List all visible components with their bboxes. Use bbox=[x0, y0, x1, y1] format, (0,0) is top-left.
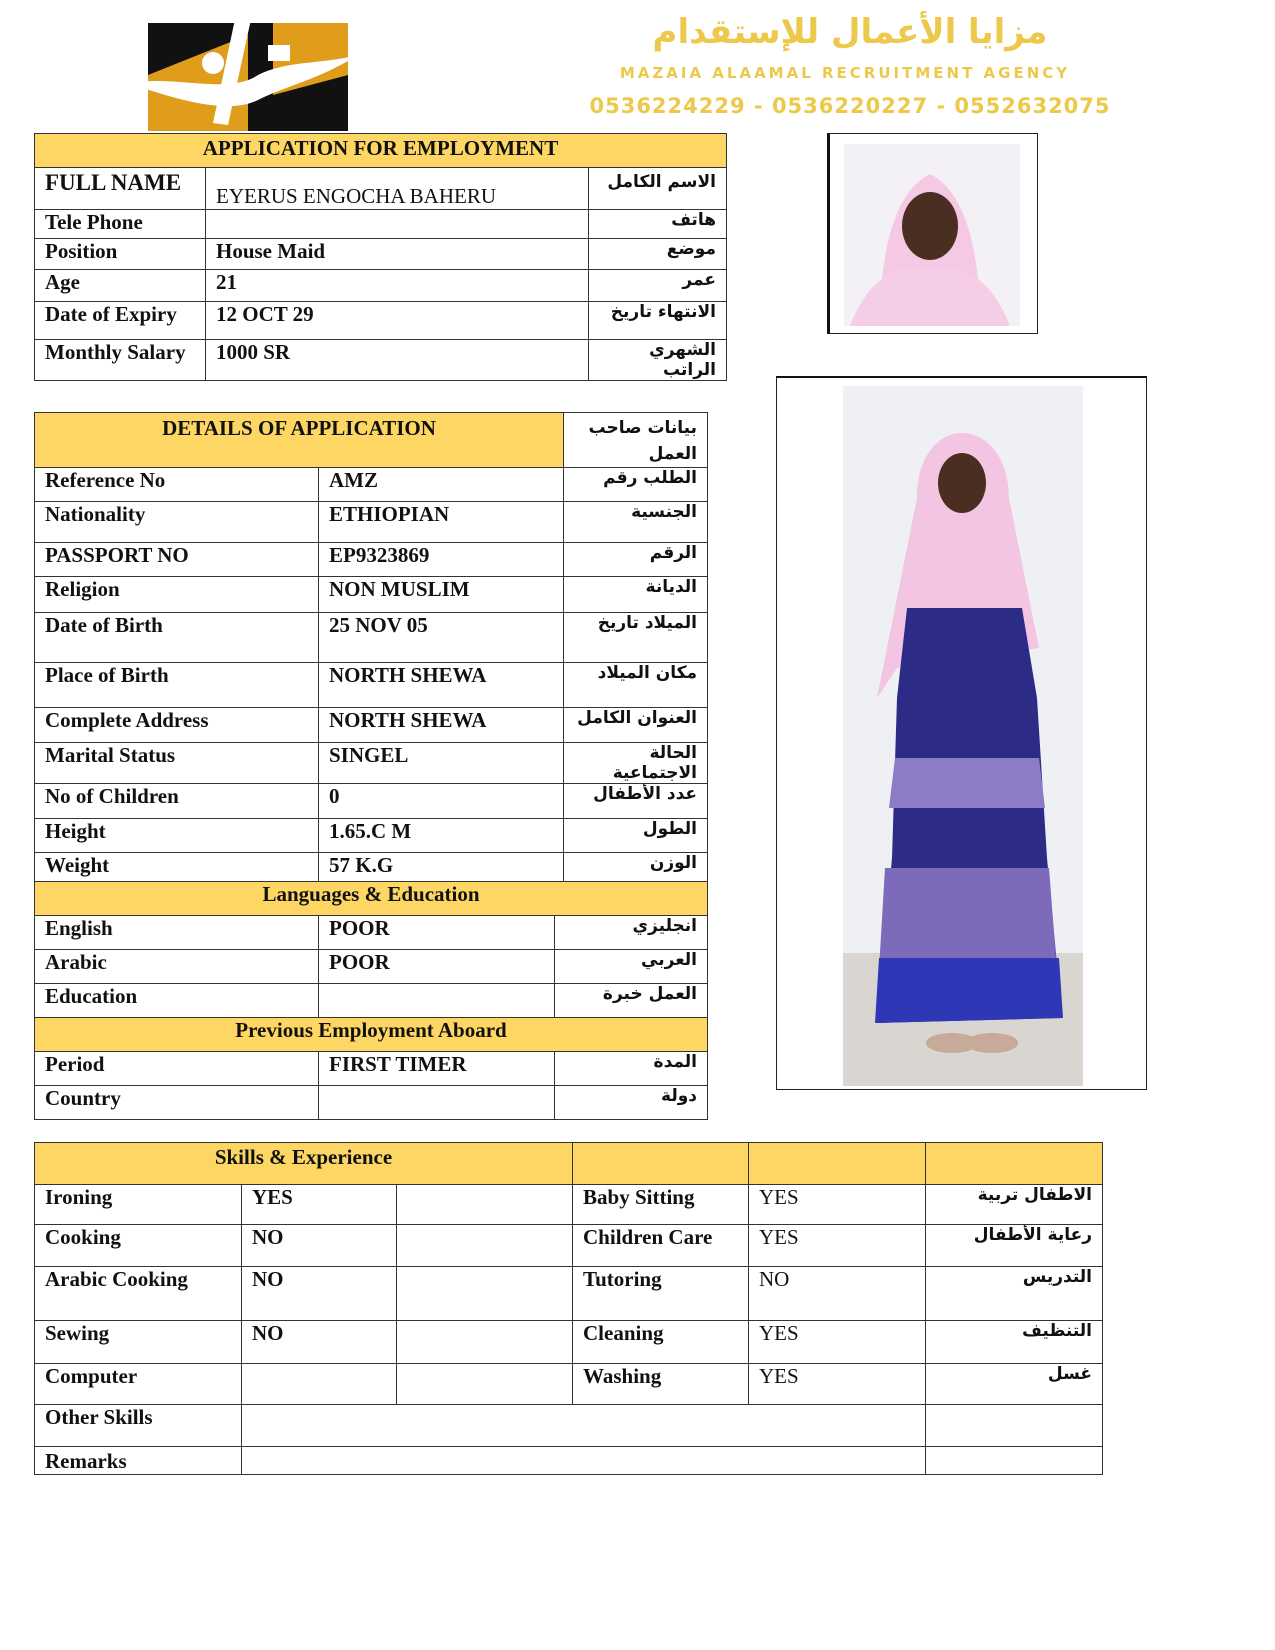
field-label: PASSPORT NO bbox=[35, 543, 319, 577]
skills-title: Skills & Experience bbox=[35, 1143, 573, 1185]
skill-label: Children Care bbox=[573, 1225, 749, 1267]
table-row bbox=[35, 168, 727, 210]
agency-logo bbox=[118, 5, 370, 135]
field-label-ar: الرقم bbox=[564, 543, 708, 577]
table-row bbox=[35, 784, 708, 819]
agency-name-english: MAZAIA ALAAMAL RECRUITMENT AGENCY bbox=[619, 64, 1071, 82]
table-row bbox=[35, 613, 708, 663]
details-title: DETAILS OF APPLICATION bbox=[35, 413, 564, 468]
table-row bbox=[35, 468, 708, 502]
skill-value: NO bbox=[242, 1225, 397, 1267]
table-row bbox=[35, 663, 708, 708]
field-label: Country bbox=[35, 1086, 319, 1120]
table-row bbox=[35, 743, 708, 784]
table-row bbox=[35, 984, 708, 1018]
skill-label: Washing bbox=[573, 1364, 749, 1405]
field-value: POOR bbox=[319, 950, 555, 984]
skill-value: YES bbox=[749, 1364, 926, 1405]
field-label: Weight bbox=[35, 853, 319, 888]
field-label-ar: الانتهاء تاريخ bbox=[589, 302, 727, 340]
field-value: SINGEL bbox=[319, 743, 564, 784]
application-title: APPLICATION FOR EMPLOYMENT bbox=[35, 134, 727, 168]
field-value bbox=[206, 210, 589, 239]
portrait-photo bbox=[827, 133, 1038, 334]
field-label-ar: دولة bbox=[555, 1086, 708, 1120]
field-value: 12 OCT 29 bbox=[206, 302, 589, 340]
table-row bbox=[35, 708, 708, 743]
field-label: No of Children bbox=[35, 784, 319, 819]
field-value: EP9323869 bbox=[319, 543, 564, 577]
field-label-ar: الوزن bbox=[564, 853, 708, 888]
field-label-ar: الجنسية bbox=[564, 502, 708, 543]
skill-blank bbox=[397, 1185, 573, 1225]
field-value: AMZ bbox=[319, 468, 564, 502]
field-label: Nationality bbox=[35, 502, 319, 543]
skill-label: Baby Sitting bbox=[573, 1185, 749, 1225]
table-row bbox=[35, 543, 708, 577]
table-row bbox=[35, 1185, 1103, 1225]
table-row bbox=[35, 1086, 708, 1120]
other-skills-label: Other Skills bbox=[35, 1405, 242, 1447]
field-label-ar: الميلاد تاريخ bbox=[564, 613, 708, 663]
field-label-ar: العمل خبرة bbox=[555, 984, 708, 1018]
field-label-ar: هاتف bbox=[589, 210, 727, 239]
field-label: Period bbox=[35, 1052, 319, 1086]
field-label-ar: موضع bbox=[589, 239, 727, 270]
field-label: Place of Birth bbox=[35, 663, 319, 708]
agency-phones: 0536224229 - 0536220227 - 0552632075 bbox=[589, 94, 1111, 118]
field-value bbox=[319, 1086, 555, 1120]
field-label: Complete Address bbox=[35, 708, 319, 743]
field-label-ar: الشهري الراتب bbox=[589, 340, 727, 381]
field-value: NORTH SHEWA bbox=[319, 663, 564, 708]
field-value: 1000 SR bbox=[206, 340, 589, 381]
skill-blank bbox=[397, 1225, 573, 1267]
skill-label-ar: رعاية الأطفال bbox=[926, 1225, 1103, 1267]
table-row bbox=[35, 302, 727, 340]
skill-value: NO bbox=[749, 1267, 926, 1321]
agency-name-arabic: مزايا الأعمال للإستقدام bbox=[652, 12, 1048, 52]
other-skills-ar bbox=[926, 1405, 1103, 1447]
skill-label-ar: التدريس bbox=[926, 1267, 1103, 1321]
skill-value: NO bbox=[242, 1267, 397, 1321]
field-label-ar: الاسم الكامل bbox=[589, 168, 727, 210]
languages-table bbox=[34, 881, 708, 1120]
skill-label-ar: غسل bbox=[926, 1364, 1103, 1405]
table-row bbox=[35, 1405, 1103, 1447]
field-label: Education bbox=[35, 984, 319, 1018]
skills-header-cell bbox=[749, 1143, 926, 1185]
field-label: FULL NAME bbox=[35, 168, 206, 210]
field-label-ar: عمر bbox=[589, 270, 727, 302]
table-row bbox=[35, 340, 727, 381]
field-label: Age bbox=[35, 270, 206, 302]
skill-blank bbox=[397, 1364, 573, 1405]
field-label: Tele Phone bbox=[35, 210, 206, 239]
field-value: FIRST TIMER bbox=[319, 1052, 555, 1086]
skills-header-cell bbox=[573, 1143, 749, 1185]
full-body-figure-icon bbox=[777, 378, 1146, 1089]
field-value: House Maid bbox=[206, 239, 589, 270]
details-title-ar: بيانات صاحب العمل bbox=[564, 413, 708, 468]
remarks-label: Remarks bbox=[35, 1447, 242, 1475]
table-row bbox=[35, 1321, 1103, 1364]
skills-table bbox=[34, 1142, 1103, 1475]
field-label: Date of Birth bbox=[35, 613, 319, 663]
field-value: 21 bbox=[206, 270, 589, 302]
portrait-figure-icon bbox=[830, 134, 1030, 333]
skill-value: YES bbox=[242, 1185, 397, 1225]
field-value: 0 bbox=[319, 784, 564, 819]
field-value: NORTH SHEWA bbox=[319, 708, 564, 743]
skill-label-ar: الاطفال تربية bbox=[926, 1185, 1103, 1225]
languages-title: Languages & Education bbox=[35, 882, 708, 916]
remarks-value bbox=[242, 1447, 926, 1475]
field-value bbox=[319, 984, 555, 1018]
skill-label: Tutoring bbox=[573, 1267, 749, 1321]
field-label-ar: مكان الميلاد bbox=[564, 663, 708, 708]
skill-value bbox=[242, 1364, 397, 1405]
field-label: Reference No bbox=[35, 468, 319, 502]
skill-label: Computer bbox=[35, 1364, 242, 1405]
table-row bbox=[35, 1364, 1103, 1405]
skill-value: YES bbox=[749, 1225, 926, 1267]
table-row bbox=[35, 502, 708, 543]
skill-label: Cleaning bbox=[573, 1321, 749, 1364]
application-table bbox=[34, 133, 727, 381]
skill-label: Arabic Cooking bbox=[35, 1267, 242, 1321]
logo-emblem-icon bbox=[118, 5, 370, 135]
field-label: Monthly Salary bbox=[35, 340, 206, 381]
field-label-ar: المدة bbox=[555, 1052, 708, 1086]
full-body-photo bbox=[776, 376, 1147, 1090]
previous-employment-title: Previous Employment Aboard bbox=[35, 1018, 708, 1052]
table-row bbox=[35, 239, 727, 270]
field-label: Date of Expiry bbox=[35, 302, 206, 340]
field-value: NON MUSLIM bbox=[319, 577, 564, 613]
remarks-ar bbox=[926, 1447, 1103, 1475]
field-label: Arabic bbox=[35, 950, 319, 984]
skill-value: NO bbox=[242, 1321, 397, 1364]
table-row bbox=[35, 1267, 1103, 1321]
skill-label: Sewing bbox=[35, 1321, 242, 1364]
field-label-ar: انجليزي bbox=[555, 916, 708, 950]
skill-label: Ironing bbox=[35, 1185, 242, 1225]
table-row bbox=[35, 950, 708, 984]
table-row bbox=[35, 819, 708, 853]
field-label-ar: الديانة bbox=[564, 577, 708, 613]
details-table bbox=[34, 412, 708, 888]
field-value: ETHIOPIAN bbox=[319, 502, 564, 543]
field-label-ar: العربي bbox=[555, 950, 708, 984]
table-row bbox=[35, 210, 727, 239]
skills-header-cell bbox=[926, 1143, 1103, 1185]
field-label: Marital Status bbox=[35, 743, 319, 784]
field-label-ar: الحالة الاجتماعية bbox=[564, 743, 708, 784]
field-label: Position bbox=[35, 239, 206, 270]
field-value: POOR bbox=[319, 916, 555, 950]
field-value: 57 K.G bbox=[319, 853, 564, 888]
field-label: Height bbox=[35, 819, 319, 853]
table-row bbox=[35, 577, 708, 613]
field-value: EYERUS ENGOCHA BAHERU bbox=[206, 168, 589, 210]
field-label-ar: الطلب رقم bbox=[564, 468, 708, 502]
skill-value: YES bbox=[749, 1321, 926, 1364]
table-row bbox=[35, 1052, 708, 1086]
field-label-ar: عدد الأطفال bbox=[564, 784, 708, 819]
skill-blank bbox=[397, 1321, 573, 1364]
table-row bbox=[35, 1447, 1103, 1475]
table-row bbox=[35, 1225, 1103, 1267]
skill-blank bbox=[397, 1267, 573, 1321]
skill-label: Cooking bbox=[35, 1225, 242, 1267]
field-label-ar: الطول bbox=[564, 819, 708, 853]
field-label: Religion bbox=[35, 577, 319, 613]
field-value: 25 NOV 05 bbox=[319, 613, 564, 663]
field-label-ar: العنوان الكامل bbox=[564, 708, 708, 743]
other-skills-value bbox=[242, 1405, 926, 1447]
table-row bbox=[35, 270, 727, 302]
skill-value: YES bbox=[749, 1185, 926, 1225]
skill-label-ar: التنظيف bbox=[926, 1321, 1103, 1364]
field-label: English bbox=[35, 916, 319, 950]
table-row bbox=[35, 916, 708, 950]
field-value: 1.65.C M bbox=[319, 819, 564, 853]
